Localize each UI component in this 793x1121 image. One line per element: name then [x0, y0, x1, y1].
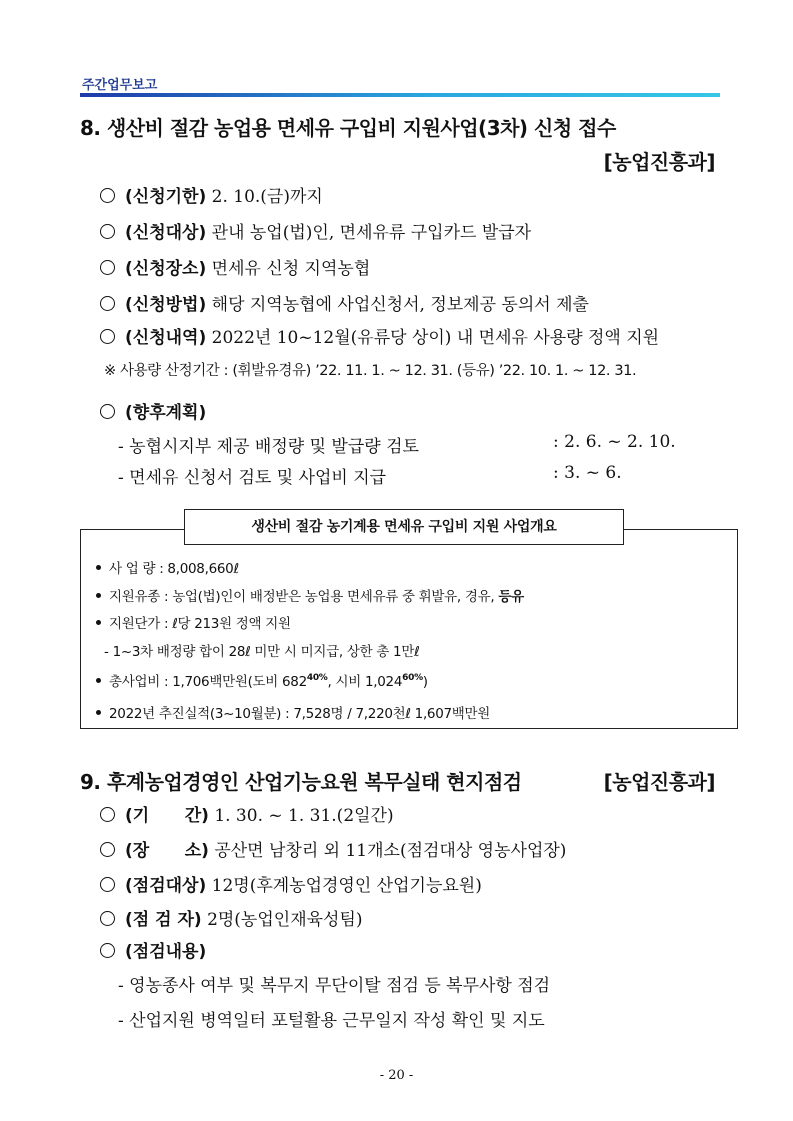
item-label: (신청기한) — [125, 187, 207, 207]
circle-bullet-icon — [100, 842, 115, 857]
section-8-item — [100, 182, 323, 207]
budget-text-b: , 시비 1,024 — [327, 674, 403, 690]
header-divider — [80, 93, 720, 97]
plan-heading — [100, 398, 206, 423]
dot-bullet-icon — [96, 593, 101, 598]
overview-box-title: 생산비 절감 농기계용 면세유 구입비 지원 사업개요 — [184, 509, 624, 545]
item-label: (신청내역) — [125, 328, 207, 348]
circle-bullet-icon — [100, 877, 115, 892]
overview-item-text: 2022년 추진실적(3~10월분) : 7,528명 / 7,220천ℓ 1,607백만원 — [109, 706, 491, 722]
item-text: 면세유 신청 지역농협 — [211, 259, 371, 279]
dot-bullet-icon — [96, 678, 101, 683]
item-label: (점검대상) — [125, 876, 207, 896]
item-text: 2022년 10~12월(유류당 상이) 내 면세유 사용량 정액 지원 — [211, 328, 660, 348]
section-9-title: 9. 후계농업경영인 산업기능요원 복무실태 현지점검 — [80, 770, 522, 794]
section-8-dept: [농업진흥과] — [603, 150, 715, 174]
overview-item-price — [96, 612, 291, 632]
section-9-item — [100, 905, 363, 930]
item-label: (신청장소) — [125, 259, 207, 279]
overview-item-qty — [96, 557, 239, 577]
content-heading — [100, 937, 206, 962]
item-label: (기 간) — [125, 806, 209, 826]
budget-text-c: ) — [422, 674, 428, 690]
report-header-label: 주간업무보고 — [82, 78, 158, 93]
section-8-item — [100, 218, 531, 243]
content-label: (점검내용) — [125, 942, 207, 962]
circle-bullet-icon — [100, 224, 115, 239]
item-label: (장 소) — [125, 841, 209, 861]
plan-item — [118, 432, 718, 457]
section-8-item — [100, 254, 370, 279]
section-8-item — [100, 323, 659, 348]
plan-item-date: : 3. ~ 6. — [553, 463, 622, 483]
circle-bullet-icon — [100, 260, 115, 275]
budget-text-a: 총사업비 : 1,706백만원(도비 682 — [109, 674, 307, 690]
section-9-item — [100, 801, 394, 826]
plan-item-text: - 농협시지부 제공 배정량 및 발급량 검토 — [118, 437, 419, 457]
item-label: (신청방법) — [125, 295, 207, 315]
item-text: 2. 10.(금)까지 — [211, 187, 323, 207]
item-text: 12명(후계농업경영인 산업기능요원) — [211, 876, 482, 896]
plan-label: (향후계획) — [125, 403, 207, 423]
section-9-dept: [농업진흥과] — [603, 770, 715, 794]
budget-share-province: 40% — [306, 673, 328, 683]
section-9-item — [100, 871, 482, 896]
plan-item-date: : 2. 6. ~ 2. 10. — [553, 432, 676, 452]
overview-item-price-note: - 1~3차 배정량 합이 28ℓ 미만 시 미지급, 상한 총 1만ℓ — [104, 644, 420, 660]
content-item: - 영농종사 여부 및 복무지 무단이탈 점검 등 복무사항 점검 — [118, 976, 551, 996]
circle-bullet-icon — [100, 911, 115, 926]
dot-bullet-icon — [96, 565, 101, 570]
overview-item-text: 지원단가 : ℓ당 213원 정액 지원 — [109, 616, 291, 632]
item-label: (점 검 자) — [125, 910, 202, 930]
circle-bullet-icon — [100, 296, 115, 311]
plan-item — [118, 463, 718, 488]
page-number: - 20 - — [379, 1068, 414, 1083]
circle-bullet-icon — [100, 943, 115, 958]
circle-bullet-icon — [100, 807, 115, 822]
overview-item-text: 지원유종 : 농업(법)인이 배정받은 농업용 면세유류 중 휘발유, 경유, — [109, 589, 495, 605]
item-text: 해당 지역농협에 사업신청서, 정보제공 동의서 제출 — [211, 295, 589, 315]
overview-item-budget — [96, 670, 428, 690]
section-9-item — [100, 836, 566, 861]
item-text: 1. 30. ~ 1. 31.(2일간) — [214, 806, 394, 826]
budget-share-city: 60% — [402, 673, 423, 683]
circle-bullet-icon — [100, 329, 115, 344]
overview-item-text: 사 업 량 : 8,008,660ℓ — [109, 561, 239, 577]
overview-item-bold: 등유 — [498, 589, 524, 605]
item-text: 관내 농업(법)인, 면세유류 구입카드 발급자 — [211, 223, 532, 243]
circle-bullet-icon — [100, 188, 115, 203]
circle-bullet-icon — [100, 404, 115, 419]
section-8-title: 8. 생산비 절감 농업용 면세유 구입비 지원사업(3차) 신청 접수 — [80, 116, 616, 140]
dot-bullet-icon — [96, 710, 101, 715]
item-text: 2명(농업인재육성팀) — [207, 910, 363, 930]
section-8-item — [100, 290, 589, 315]
usage-period-note: ※ 사용량 산정기간 : (휘발유경유) ’22. 11. 1. ~ 12. 31. (등유) ’22. 10. 1. ~ 12. 31. — [104, 363, 637, 379]
overview-item-result — [96, 702, 490, 722]
content-item: - 산업지원 병역일터 포털활용 근무일지 작성 확인 및 지도 — [118, 1011, 545, 1031]
item-label: (신청대상) — [125, 223, 207, 243]
plan-item-text: - 면세유 신청서 검토 및 사업비 지급 — [118, 468, 387, 488]
dot-bullet-icon — [96, 620, 101, 625]
item-text: 공산면 남창리 외 11개소(점검대상 영농사업장) — [214, 841, 567, 861]
overview-item-oil — [96, 585, 524, 605]
